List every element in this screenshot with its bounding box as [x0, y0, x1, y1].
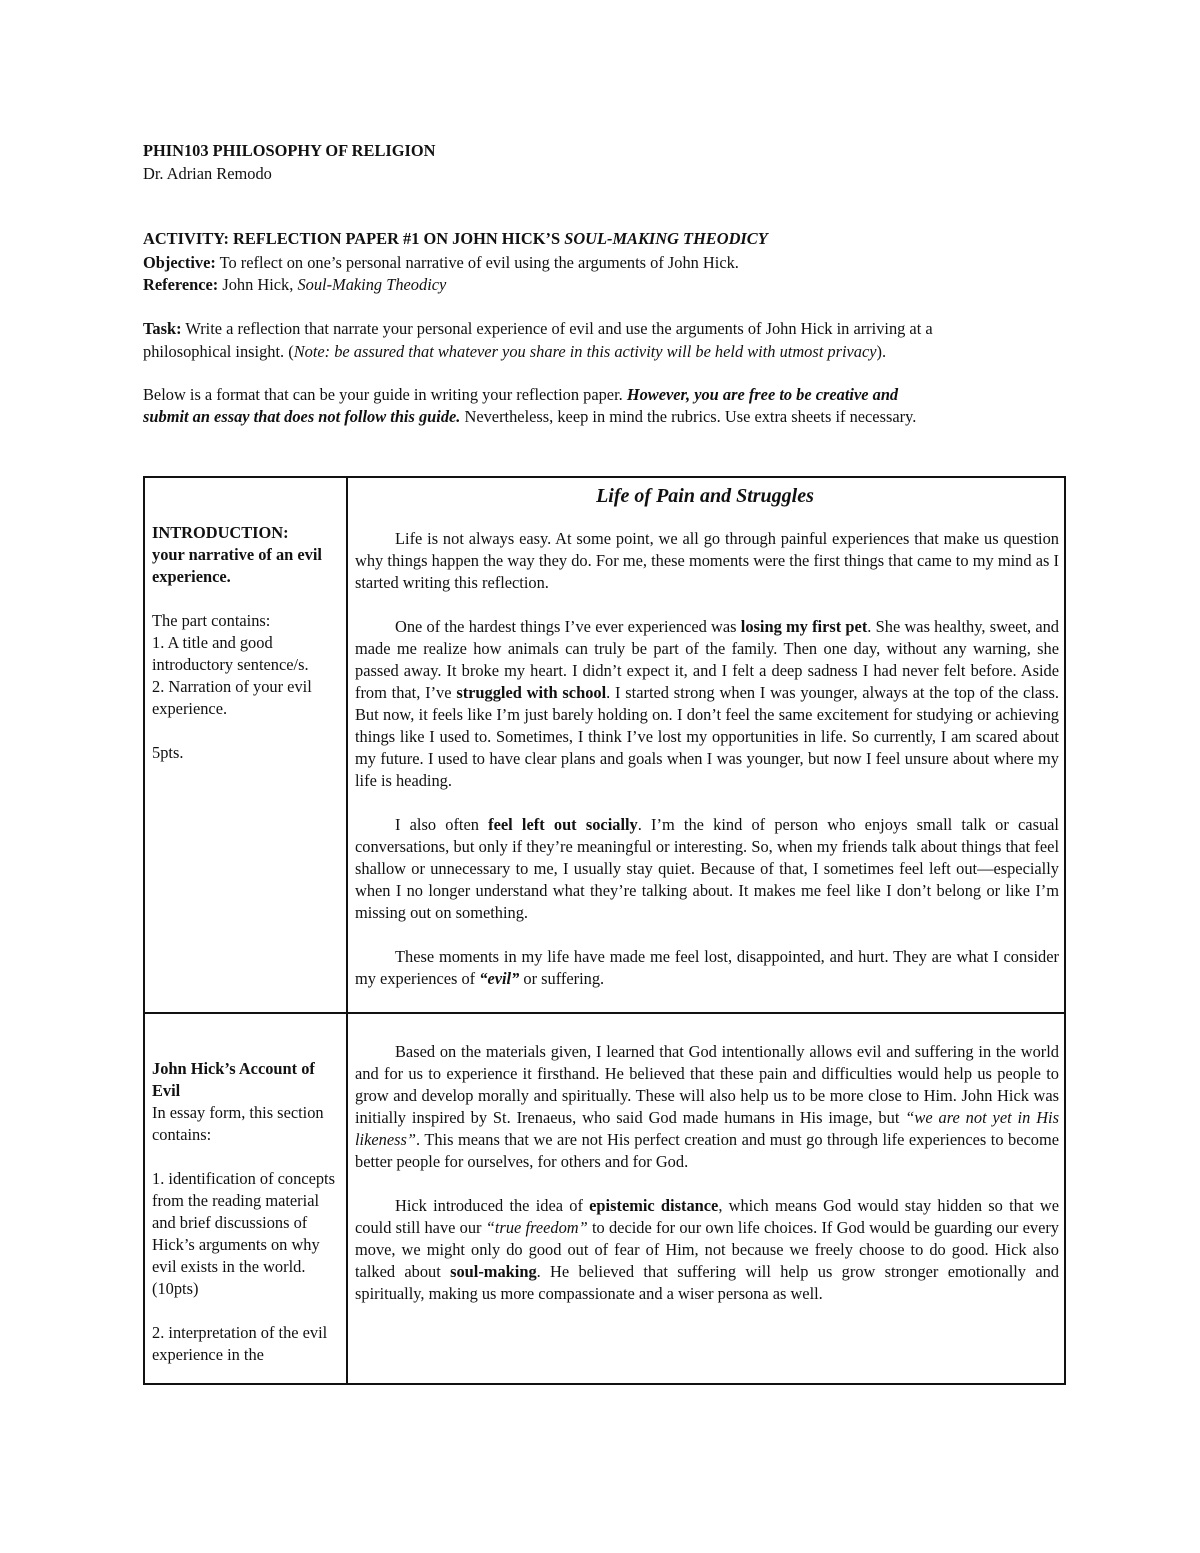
course-title: PHIN103 PHILOSOPHY OF RELIGION	[143, 141, 436, 160]
intro-contains: The part contains:	[152, 611, 271, 630]
task-line-2	[143, 341, 886, 363]
objective-line	[143, 252, 739, 274]
reflection-table	[143, 476, 1066, 1385]
p2-text-d: . I started strong when I was younger, always at the top of the class. But now, it feels like I’m just barely holding on. I don’t feel the same excitement for studying or achieving things like I used to. Sometimes, I think I’ve lost my opportunities in life. So currently, I am scared about my future. I used to have clear plans and goals when I was younger, but now I feel unsure about where my life is heading.	[355, 683, 1060, 790]
format-line2-end: Nevertheless, keep in mind the rubrics. Use extra sheets if necessary.	[460, 407, 917, 426]
instructor-name: Dr. Adrian Remodo	[143, 164, 272, 183]
objective-text: To reflect on one’s personal narrative of evil using the arguments of John Hick.	[215, 253, 739, 272]
hick-essay-cell	[355, 1041, 1059, 1305]
activity-title-italic: SOUL-MAKING THEODICY	[564, 229, 768, 248]
p2-bold-school: struggled with school	[456, 683, 607, 702]
intro-guide-cell	[152, 522, 340, 764]
p2-bold-pet: losing my first pet	[740, 617, 868, 636]
reference-label: Reference:	[143, 275, 219, 294]
format-line2-bold: submit an essay that does not follow this guide.	[143, 407, 461, 426]
format-line1-bold: However, you are free to be creative and	[626, 385, 899, 404]
hick-p2-text-e: . He believed that suffering will help us grow stronger emotionally and spiritually, making us more compassionate and a wiser persona as well.	[355, 1262, 1059, 1303]
hick-p2-text-a: Hick introduced the idea of	[395, 1196, 590, 1215]
hick-p2-text-c: , which means God would stay hidden so that we could still have our	[355, 1196, 1060, 1237]
intro-points: 5pts.	[152, 743, 184, 762]
hick-p2-text-d: to decide for our own life choices. If God would be guarding our every move, we might only do good out of fear of Him, not because we freely choose to do good. Hick also talked about	[355, 1218, 1059, 1281]
intro-heading: INTRODUCTION:	[152, 523, 289, 542]
intro-paragraph-3	[355, 814, 1059, 924]
intro-item-1: 1. A title and good introductory sentence/s.	[152, 633, 309, 674]
task-line-1	[143, 318, 933, 340]
hick-paragraph-2	[355, 1195, 1059, 1305]
intro-paragraph-2	[355, 616, 1059, 792]
reference-line	[143, 274, 446, 296]
intro-essay-cell	[355, 528, 1059, 990]
hick-paragraph-1	[355, 1041, 1059, 1173]
p3-text-a: I also often	[395, 815, 489, 834]
task-note: Note: be assured that whatever you share in this activity will be held with utmost privacy	[293, 342, 877, 361]
objective-label: Objective:	[143, 253, 216, 272]
intro-item-2: 2. Narration of your evil experience.	[152, 677, 312, 718]
hick-p2-bold-soulmaking: soul-making	[450, 1262, 537, 1281]
essay-title: Life of Pain and Struggles	[596, 485, 814, 507]
p4-italic-evil: “evil”	[479, 969, 520, 988]
hick-p2-italic-freedom: “true freedom”	[485, 1218, 588, 1237]
p4-text-a: These moments in my life have made me feel lost, disappointed, and hurt. They are what I consider my experiences of	[355, 947, 1059, 988]
hick-p2-bold-epistemic: epistemic distance	[589, 1196, 719, 1215]
intro-paragraph-4	[355, 946, 1059, 990]
task-line2-end: ).	[876, 342, 887, 361]
hick-p1-italic-quote: “we are not yet in His likeness”	[355, 1108, 1059, 1149]
reference-text: John Hick,	[218, 275, 298, 294]
format-line1-start: Below is a format that can be your guide in writing your reflection paper.	[143, 385, 627, 404]
hick-item-2: 2. interpretation of the evil experience in the	[152, 1323, 328, 1364]
hick-heading: John Hick’s Account of Evil	[152, 1059, 315, 1100]
format-line-2	[143, 406, 916, 428]
task-label: Task:	[143, 319, 182, 338]
task-text: Write a reflection that narrate your personal experience of evil and use the arguments of John Hick in arriving at a	[181, 319, 933, 338]
intro-subheading: your narrative of an evil experience.	[152, 545, 322, 586]
p3-bold-social: feel left out socially	[488, 815, 638, 834]
activity-title	[143, 228, 768, 250]
p2-text-c: . She was healthy, sweet, and made me realize how animals can truly be part of the family. Then one day, without any warning, she passed away. It broke my heart. I didn’t expect it, and I felt a deep sadness I had never felt before. Aside from that, I’ve	[355, 617, 1060, 702]
reference-italic: Soul-Making Theodicy	[297, 275, 447, 294]
task-line2-start: philosophical insight. (	[143, 342, 294, 361]
hick-p1-text-a: Based on the materials given, I learned that God intentionally allows evil and suffering in the world and for us to experience it firsthand. He believed that these pain and difficulties would help us people to grow and develop morally and spiritually. These will also help us to be more close to Him. John Hick was initially inspired by St. Irenaeus, who said God made humans in His image, but	[355, 1042, 1059, 1127]
hick-guide-cell	[152, 1058, 340, 1366]
hick-item-1: 1. identification of concepts from the reading material and brief discussions of Hick’s arguments on why evil exists in the world. (10pts)	[152, 1169, 335, 1298]
format-line-1	[143, 384, 898, 406]
p3-text-c: . I’m the kind of person who enjoys small talk or casual conversations, but only if they’re meaningful or interesting. So, when my friends talk about things that feel shallow or unnecessary to me, I usually stay quiet. Because of that, I sometimes feel left out—especially when I no longer understand what they’re talking about. It makes me feel like I don’t belong or like I’m missing out on something.	[355, 815, 1059, 922]
p4-text-b: or suffering.	[519, 969, 605, 988]
table-row-divider	[145, 1012, 1064, 1014]
p2-text-a: One of the hardest things I’ve ever experienced was	[395, 617, 741, 636]
table-column-divider	[346, 478, 348, 1383]
intro-paragraph-1: Life is not always easy. At some point, we all go through painful experiences that make us question why things happen the way they do. For me, these moments were the first things that came to my mind as I started writing this reflection.	[355, 529, 1059, 592]
hick-intro: In essay form, this section contains:	[152, 1103, 324, 1144]
activity-title-prefix: ACTIVITY: REFLECTION PAPER #1 ON JOHN HICK’S	[143, 229, 565, 248]
hick-p1-text-b: . This means that we are not His perfect creation and must go through life experiences to become better people for ourselves, for others and for God.	[355, 1130, 1059, 1171]
